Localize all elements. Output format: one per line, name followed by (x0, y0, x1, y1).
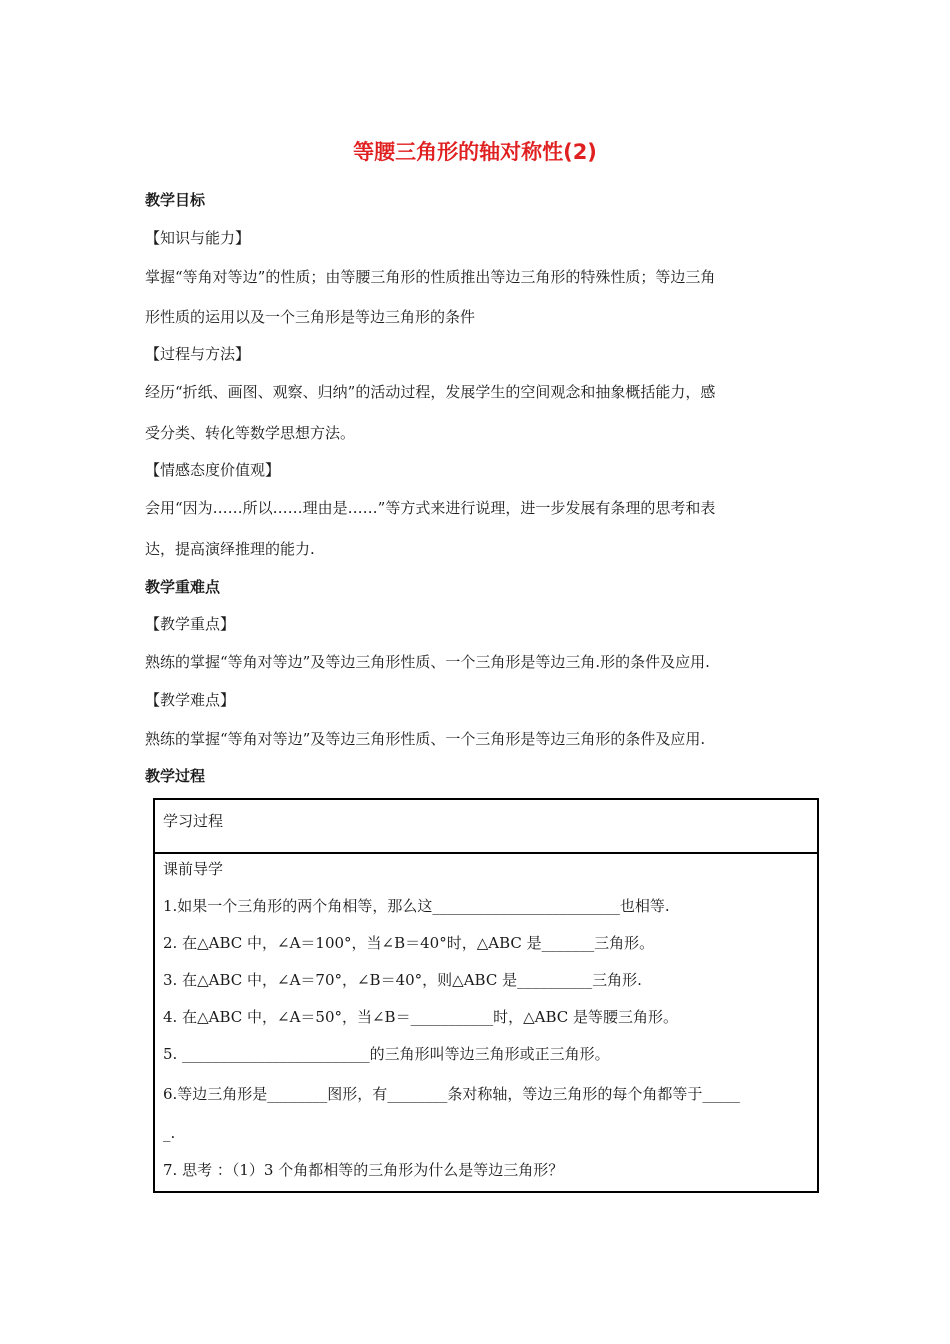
section-title: 课前导学 (163, 860, 224, 878)
knowledge-heading: 【知识与能力】 (145, 229, 251, 247)
objectives-heading: 教学目标 (145, 191, 206, 209)
question-3: 3. 在△ABC 中，∠A＝70°，∠B＝40°，则△ABC 是__________三角形. (163, 971, 642, 989)
key-points-heading: 教学重难点 (145, 578, 221, 596)
emotion-text-line1: 会用“因为……所以……理由是……”等方式来进行说理，进一步发展有条理的思考和表 (145, 499, 716, 517)
question-2: 2. 在△ABC 中，∠A＝100°，当∠B＝40°时，△ABC 是_______三角形。 (163, 934, 655, 952)
table-divider (155, 852, 817, 854)
learning-process-table (153, 798, 819, 1193)
emotion-heading: 【情感态度价值观】 (145, 461, 281, 479)
table-header: 学习过程 (163, 812, 224, 830)
question-5: 5. _________________________的三角形叫等边三角形或正三角形。 (163, 1045, 610, 1063)
process-method-heading: 【过程与方法】 (145, 345, 251, 363)
question-7: 7. 思考 ：（1）3 个角都相等的三角形为什么是等边三角形？ (163, 1161, 564, 1179)
question-1: 1.如果一个三角形的两个角相等，那么这_________________________也相等. (163, 897, 670, 915)
process-heading: 教学过程 (145, 767, 206, 785)
process-method-text-line1: 经历“折纸、画图、观察、归纳”的活动过程，发展学生的空间观念和抽象概括能力，感 (145, 383, 716, 401)
focus-text: 熟练的掌握“等角对等边”及等边三角形性质、一个三角形是等边三角.形的条件及应用. (145, 653, 710, 671)
knowledge-text-line1: 掌握“等角对等边”的性质；由等腰三角形的性质推出等边三角形的特殊性质；等边三角 (145, 268, 716, 286)
emotion-text-line2: 达，提高演绎推理的能力. (145, 540, 315, 558)
question-4: 4. 在△ABC 中，∠A＝50°，当∠B＝___________时，△ABC 是等腰三角形。 (163, 1008, 678, 1026)
page-title: 等腰三角形的轴对称性(2) (353, 140, 597, 164)
question-6-line2: _. (163, 1124, 176, 1142)
knowledge-text-line2: 形性质的运用以及一个三角形是等边三角形的条件 (145, 308, 476, 326)
difficulty-heading: 【教学难点】 (145, 691, 236, 709)
process-method-text-line2: 受分类、转化等数学思想方法。 (145, 424, 356, 442)
question-6-line1: 6.等边三角形是________图形，有________条对称轴，等边三角形的每个角都等于_____ (163, 1085, 740, 1103)
difficulty-text: 熟练的掌握“等角对等边”及等边三角形性质、一个三角形是等边三角形的条件及应用. (145, 730, 706, 748)
focus-heading: 【教学重点】 (145, 615, 236, 633)
